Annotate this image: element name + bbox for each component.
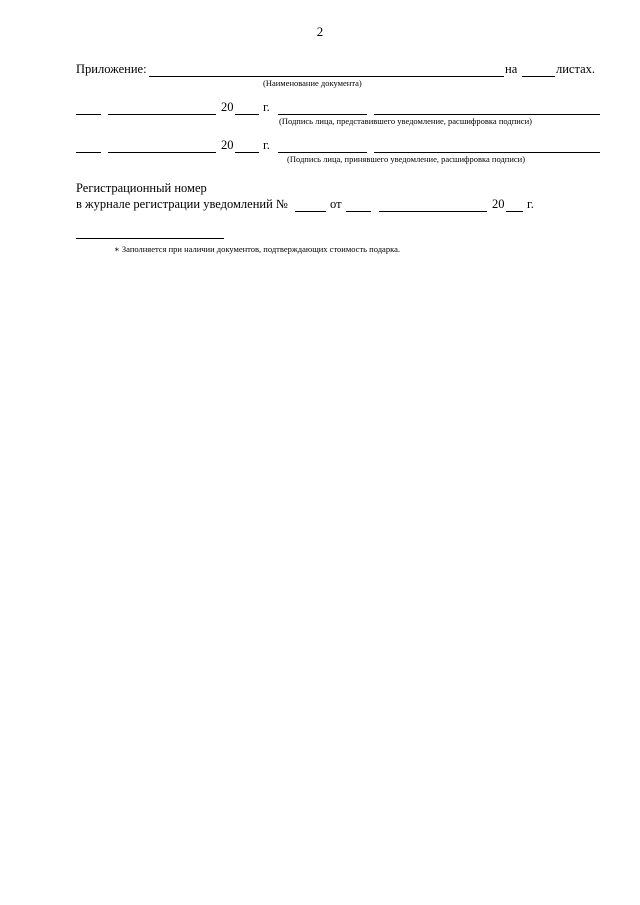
receiver-year-prefix: 20 [221, 138, 234, 152]
attachment-sheet-count-field[interactable] [522, 76, 555, 77]
registration-year-suffix: г. [527, 197, 534, 211]
receiver-signature-field[interactable] [278, 152, 367, 153]
receiver-month-field[interactable] [108, 152, 216, 153]
registration-from-label: от [330, 197, 342, 211]
attachment-caption: (Наименование документа) [263, 78, 362, 88]
submitter-caption: (Подпись лица, представившего уведомление, расшифровка подписи) [279, 116, 532, 126]
receiver-name-field[interactable] [374, 152, 600, 153]
registration-month-field[interactable] [379, 211, 487, 212]
submitter-year-suffix: г. [263, 100, 270, 114]
attachment-label: Приложение: [76, 62, 147, 76]
registration-line1: Регистрационный номер [76, 181, 207, 195]
page-number: 2 [316, 24, 324, 39]
registration-day-field[interactable] [346, 211, 371, 212]
submitter-month-field[interactable] [108, 114, 216, 115]
submitter-signature-field[interactable] [278, 114, 367, 115]
attachment-document-name-field[interactable] [149, 76, 504, 77]
receiver-day-field[interactable] [76, 152, 101, 153]
receiver-year-field[interactable] [235, 152, 259, 153]
submitter-name-field[interactable] [374, 114, 600, 115]
receiver-year-suffix: г. [263, 138, 270, 152]
footnote-separator [76, 238, 224, 239]
registration-number-field[interactable] [295, 211, 326, 212]
registration-year-field[interactable] [506, 211, 523, 212]
submitter-day-field[interactable] [76, 114, 101, 115]
submitter-year-prefix: 20 [221, 100, 234, 114]
attachment-on-label: на [505, 62, 518, 76]
footnote-text: ∗ Заполняется при наличии документов, подтверждающих стоимость подарка. [114, 244, 400, 254]
registration-line2: в журнале регистрации уведомлений № [76, 197, 288, 211]
receiver-caption: (Подпись лица, принявшего уведомление, расшифровка подписи) [287, 154, 526, 164]
submitter-year-field[interactable] [235, 114, 259, 115]
registration-year-prefix: 20 [492, 197, 505, 211]
attachment-sheets-label: листах. [556, 62, 596, 76]
